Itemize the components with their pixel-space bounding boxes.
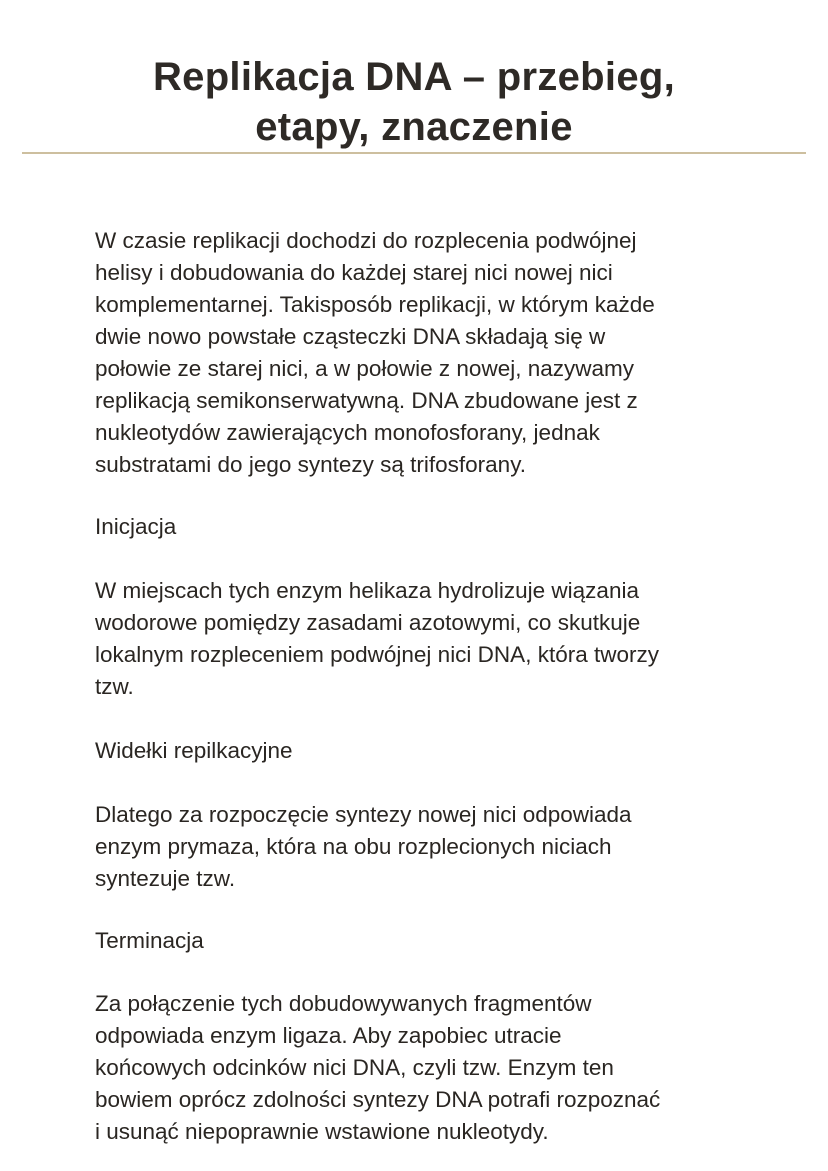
text-line: komplementarnej. Takisposób replikacji, w którym każde [95,292,655,317]
text-line: tzw. [95,674,134,699]
text-line: Inicjacja [95,514,177,539]
text-line: W czasie replikacji dochodzi do rozplecenia podwójnej [95,228,637,253]
text-line: Widełki repilkacyjne [95,738,293,763]
text-line: Terminacja [95,928,204,953]
text-line: substratami do jego syntezy są trifosforany. [95,452,527,477]
text-line: wodorowe pomiędzy zasadami azotowymi, co skutkuje [95,610,641,635]
text-line: i usunąć niepoprawnie wstawione nukleotydy. [95,1119,549,1144]
text-line: dwie nowo powstałe cząsteczki DNA składają się w [95,324,606,349]
text-line: bowiem oprócz zdolności syntezy DNA potrafi rozpoznać [95,1087,661,1112]
title-divider [22,152,806,154]
title-line: Replikacja DNA – przebieg, [152,55,676,99]
text-line: Dlatego za rozpoczęcie syntezy nowej nici odpowiada [95,802,632,827]
text-line: enzym prymaza, która na obu rozplecionych niciach [95,834,612,859]
termination-paragraph [95,988,795,1148]
title-line: etapy, znaczenie [255,105,573,149]
text-line: syntezuje tzw. [95,866,236,891]
text-line: Za połączenie tych dobudowywanych fragmentów [95,991,592,1016]
primase-paragraph [95,799,795,895]
text-line: odpowiada enzym ligaza. Aby zapobiec utracie [95,1023,562,1048]
text-line: końcowych odcinków nici DNA, czyli tzw. Enzym ten [95,1055,614,1080]
text-line: nukleotydów zawierających monofosforany, jednak [95,420,600,445]
initiation-paragraph [95,575,795,703]
text-line: połowie ze starej nici, a w połowie z nowej, nazywamy [95,356,634,381]
intro-paragraph [95,225,795,481]
heading-inicjacja [95,511,795,543]
page-title [0,52,828,152]
text-line: helisy i dobudowania do każdej starej nici nowej nici [95,260,613,285]
text-line: replikacją semikonserwatywną. DNA zbudowane jest z [95,388,638,413]
heading-widelki [95,735,795,767]
text-line: W miejscach tych enzym helikaza hydrolizuje wiązania [95,578,639,603]
text-line: lokalnym rozpleceniem podwójnej nici DNA, która tworzy [95,642,659,667]
heading-terminacja [95,925,795,957]
